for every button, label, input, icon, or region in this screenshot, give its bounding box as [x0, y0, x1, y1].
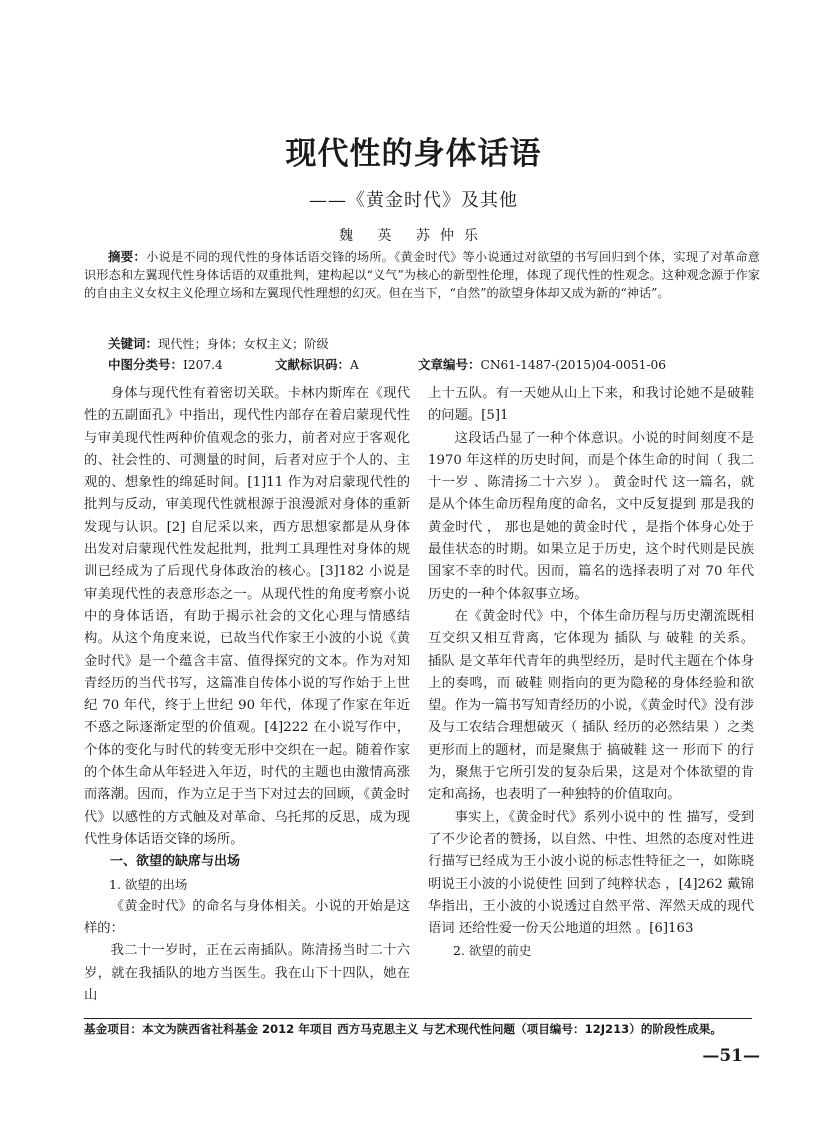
clc-value: I207.4	[183, 358, 223, 372]
article-label: 文章编号：	[418, 357, 481, 372]
keywords-text: 现代性；身体；女权主义；阶级	[158, 337, 329, 351]
subsection-heading: 2. 欲望的前史	[453, 943, 532, 959]
article-title: 现代性的身体话语	[285, 136, 542, 172]
doc-label: 文献标识码：	[275, 357, 351, 372]
clc-number	[108, 356, 223, 374]
paragraph: 在《黄金时代》中，个体生命历程与历史潮流既相互交织又相互背离，它体现为 插队 与 破鞋 的关系。 插队 是文革年代青年的典型经历，是时代主题在个体身上的奏鸣，而 破鞋 则指向的更为隐秘的身体经验和欲望。作为一篇书写知青经历的小说，《黄金时代》没有涉及与工农结合理想破灭（ 插队 经历的必然结果 ）之类更形而上的题材，而是聚焦于 搞破鞋 这一 形而下 的行为，聚焦于它所引发的复杂后果，这是对个体欲望的肯定和高扬，也表明了一种独特的价值取向。	[428, 608, 754, 803]
subsection-heading: 1. 欲望的出场	[109, 876, 188, 892]
paragraph: 事实上，《黄金时代》系列小说中的 性 描写，受到了不少论者的赞扬，以自然、中性、坦然的态度对性进行描写已经成为王小波小说的标志性特征之一，如陈晓明说王小波的小说使性 回到了纯粹状态 ，[4]262 戴锦华指出，王小波的小说透过自然平常、浑然天成的现代语词 还给性爱一份天公地道的坦然 。[6]163	[428, 809, 754, 937]
abstract-label: 摘要：	[108, 249, 147, 264]
page-number: —51—	[702, 1046, 760, 1066]
abstract	[84, 248, 760, 302]
paragraph: 身体与现代性有着密切关联。卡林内斯库在《现代性的五副面孔》中指出，现代性内部存在着启蒙现代性与审美现代性两种价值观念的张力，前者对应于客观化的、社会性的、可测量的时间，后者对应于个人的、主观的、想象性的绵延时间。[1]11 作为对启蒙现代性的批判与反动，审美现代性就根源于浪漫派对身体的重新发现与认识。[2] 自尼采以来，西方思想家都是从身体出发对启蒙现代性发起批判，批判工具理性对身体的规训已经成为了后现代身体政治的核心。[3]182 小说是审美现代性的表意形态之一。从现代性的角度考察小说中的身体话语，有助于揭示社会的文化心理与情感结构。从这个角度来说，已故当代作家王小波的小说《黄金时代》是一个蕴含丰富、值得探究的文本。作为对知青经历的当代书写，这篇准自传体小说的写作始于上世纪 70 年代，终于上世纪 90 年代，体现了作家在年近不惑之际逐渐定型的价值观。[4]222 在小说写作中，个体的变化与时代的转变无形中交织在一起。随着作家的个体生命从年轻进入年迈，时代的主题也由激情高涨而落潮。因而，作为立足于当下对过去的回顾，《黄金时代》以感性的方式触及对革命、乌托邦的反思，成为现代性身体话语交锋的场所。	[84, 386, 410, 847]
keywords	[108, 335, 758, 353]
doc-value: A	[350, 358, 359, 372]
paragraph: 这段话凸显了一种个体意识。小说的时间刻度不是 1970 年这样的历史时间，而是个体生命的时间（ 我二十一岁 、陈清扬二十六岁 ）。 黄金时代 这一篇名，就是从个体生命历程角度的命名，文中反复提到 那是我的黄金时代 ， 那也是她的黄金时代 ，是指个体身心处于最佳状态的时期。如果立足于历史，这个时代则是民族国家不幸的时代。因而，篇名的选择表明了对 70 年代历史的一种个体叙事立场。	[428, 430, 754, 602]
funding-note: 基金项目：本文为陕西省社科基金 2012 年项目 西方马克思主义 与艺术现代性问题（项目编号：12J213）的阶段性成果。	[84, 1022, 722, 1036]
block-quote-continued: 上十五队。有一天她从山上下来，和我讨论她不是破鞋的问题。[5]1	[428, 386, 754, 424]
body-column-left	[84, 383, 410, 1007]
document-code	[275, 356, 359, 374]
abstract-text: 小说是不同的现代性的身体话语交锋的场所。《黄金时代》等小说通过对欲望的书写回归到个体，实现了对革命意识形态和左翼现代性身体话语的双重批判，建构起以“义气”为核心的新型性伦理，体现了现代性的性观念。这种观念源于作家的自由主义女权主义伦理立场和左翼现代性理想的幻灭。但在当下，“自然”的欲望身体却又成为新的“神话”。	[84, 250, 760, 300]
article-number	[418, 356, 666, 374]
keywords-label: 关键词：	[108, 336, 159, 351]
section-heading: 一、欲望的缺席与出场	[110, 854, 241, 870]
footnote-divider	[84, 1018, 752, 1019]
article-subtitle: ——《黄金时代》及其他	[309, 190, 518, 211]
body-column-right	[428, 383, 754, 963]
classification-row	[108, 356, 768, 376]
article-authors: 魏 英 苏仲乐	[339, 228, 488, 244]
paragraph: 《黄金时代》的命名与身体相关。小说的开始是这样的：	[84, 898, 410, 937]
clc-label: 中图分类号：	[108, 357, 184, 372]
block-quote: 我二十一岁时，正在云南插队。陈清扬当时二十六岁，就在我插队的地方当医生。我在山下十四队，她在山	[84, 943, 410, 1004]
article-value: CN61-1487-(2015)04-0051-06	[480, 358, 667, 372]
